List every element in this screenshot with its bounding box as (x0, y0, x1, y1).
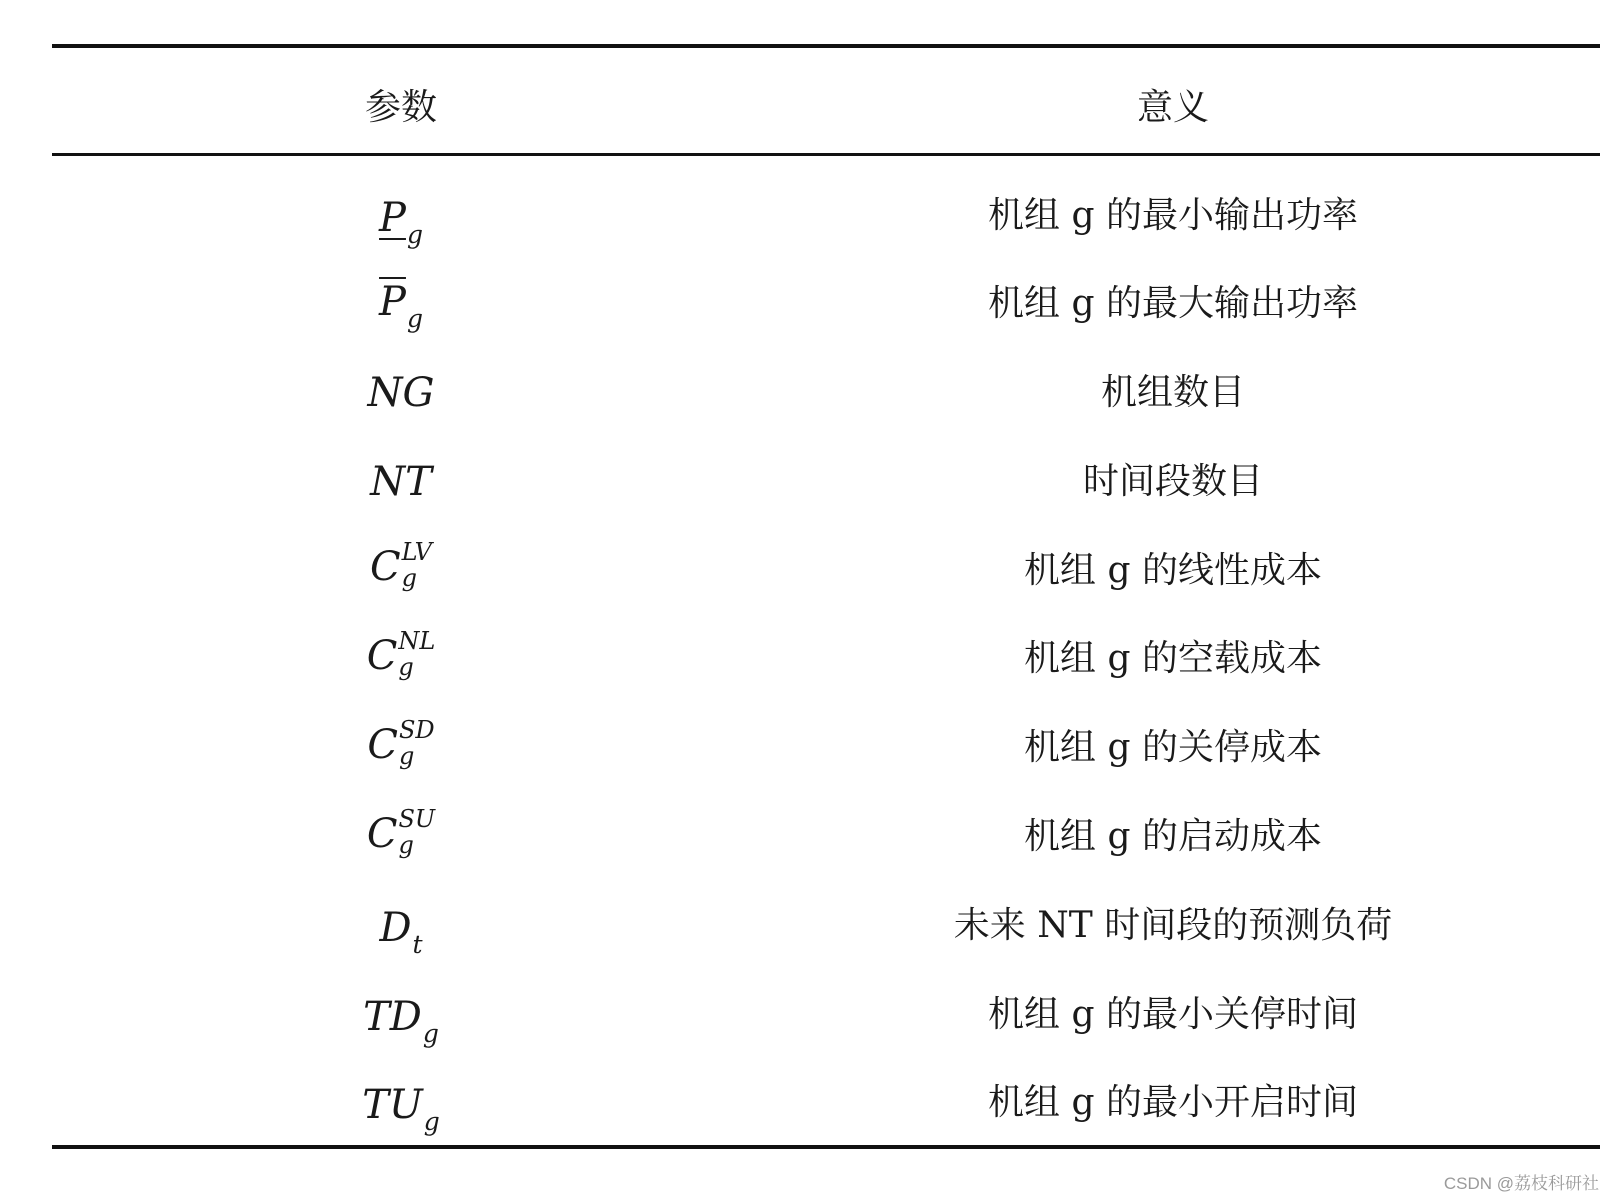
param-tug: $TU_g$ (362, 1082, 440, 1136)
header-meaning: 意义 (1136, 87, 1210, 128)
param-csu: C SU g (366, 805, 436, 859)
meaning-ng: 机组数目 (1100, 372, 1246, 413)
param-pmax: $\overline{P}_g$ (379, 279, 423, 333)
header-param: 参数 (364, 87, 438, 128)
table-top-rule (52, 44, 1600, 48)
table-header-rule (52, 153, 1600, 156)
meaning-csu: 机组 g 的启动成本 (1024, 816, 1322, 857)
param-dt: $D_t$ (379, 905, 423, 959)
meaning-dt: 未来 NT 时间段的预测负荷 (953, 905, 1393, 946)
meaning-pmax: 机组 g 的最大输出功率 (988, 283, 1358, 324)
meaning-nt: 时间段数目 (1082, 461, 1264, 502)
meaning-csd: 机组 g 的关停成本 (1024, 727, 1322, 768)
param-cnl: C NL g (366, 627, 436, 681)
param-nt: NT (370, 459, 432, 505)
watermark: CSDN @荔枝科研社 (1443, 1174, 1599, 1193)
param-clv: C LV g (369, 538, 433, 592)
param-csd: C SD g (367, 716, 435, 770)
meaning-tdg: 机组 g 的最小关停时间 (988, 994, 1358, 1035)
meaning-tug: 机组 g 的最小开启时间 (988, 1082, 1358, 1123)
meaning-pmin: 机组 g 的最小输出功率 (988, 195, 1358, 236)
param-pmin: $P_g$ (379, 195, 423, 249)
meaning-cnl: 机组 g 的空载成本 (1024, 638, 1322, 679)
meaning-clv: 机组 g 的线性成本 (1024, 550, 1322, 591)
table-bottom-rule (52, 1145, 1600, 1149)
param-tdg: $TD_g$ (363, 994, 439, 1048)
param-ng: NG (367, 370, 435, 416)
